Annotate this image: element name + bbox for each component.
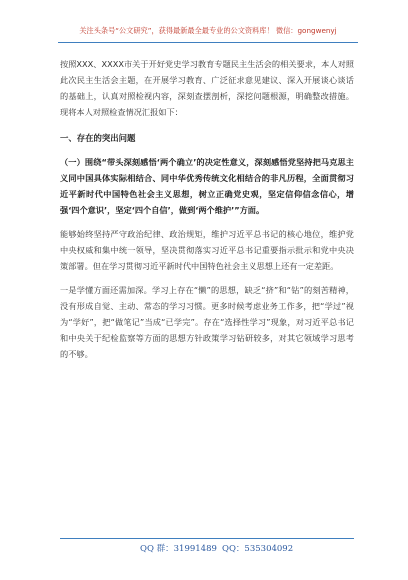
page-footer: [0, 538, 408, 554]
footer-qq: QQ：535304092: [222, 544, 294, 554]
subsection-heading: （一）围绕“带头深刻感悟‘两个确立’的决定性意义，深刻感悟党坚持把马克思主义同中国具体实际相结合、同中华优秀传统文化相结合的非凡历程，全面贯彻习近平新时代中国特色社会主义思想，树立正确党史观，坚定信仰信念信心，增强‘四个意识’，坚定‘四个自信’，做到‘两个维护’”方面。: [60, 157, 354, 215]
body-paragraph-2: 能够始终坚持严守政治纪律、政治规矩，维护习近平总书记的核心地位，维护党中央权威和集中统一领导，坚决贯彻落实习近平总书记重要指示批示和党中央决策部署。但在学习贯彻习近平新时代中国特色社会主义思想上还有一定差距。: [60, 229, 354, 271]
intro-paragraph: 按照XXX、XXXX市关于开好党史学习教育专题民主生活会的相关要求，本人对照此次民主生活会主题，在开展学习教育、广泛征求意见建议、深入开展谈心谈话的基础上，认真对照检视内容，深刻查摆剖析，深挖问题根源，明确整改措施。现将本人对照检查情况汇报如下：: [60, 59, 354, 117]
footer-divider: [60, 538, 354, 539]
footer-qq-group: QQ 群：31991489: [140, 544, 217, 554]
spacer: [60, 120, 354, 130]
document-body: [60, 56, 354, 362]
body-paragraph-3: 一是学懂方面还需加深。学习上存在“懒”的思想，缺乏“挤”和“钻”的刻苦精神，没有形成自觉、主动、常态的学习习惯。更多时候考虑业务工作多，把“学过”视为“学好”，把“做笔记”当成“已学完”。存在“选择性学习”现象，对习近平总书记和中央关于纪检监察等方面的思想方针政策学习钻研较多，对其它领域学习思考的不够。: [60, 285, 354, 359]
spacer: [60, 274, 354, 282]
header-notice: 关注头条号“公文研究”，获得最新最全最专业的公文资料库！ 微信：gongwenyj: [79, 26, 337, 35]
page-header: [58, 22, 358, 43]
section-heading: 一、存在的突出问题: [60, 133, 136, 143]
spacer: [60, 218, 354, 226]
spacer: [60, 146, 354, 154]
